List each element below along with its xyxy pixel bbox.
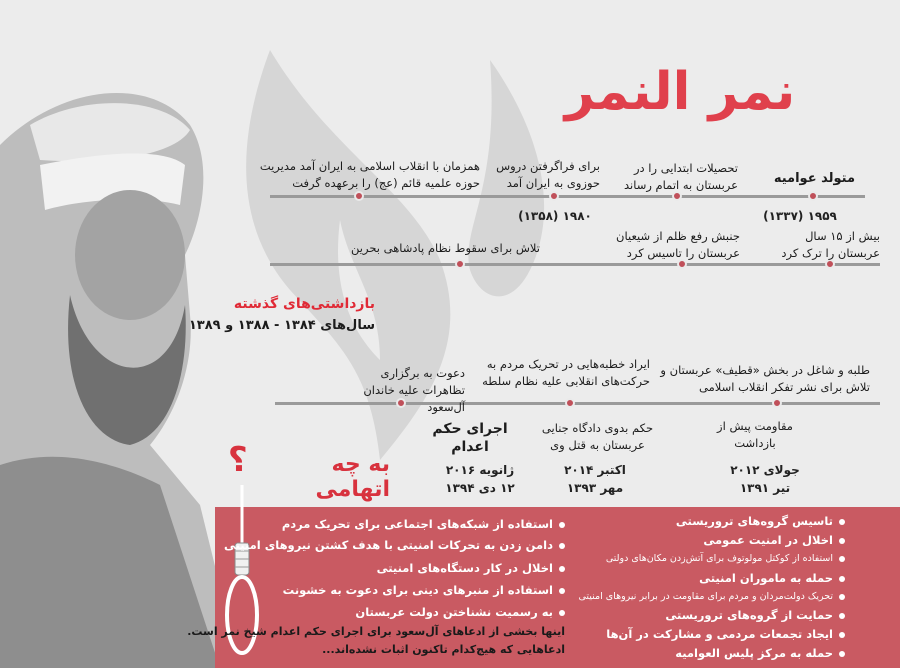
- event-execution: اجرای حکم اعدام: [432, 421, 508, 455]
- event-seminary-date: ۱۹۸۰ (۱۳۵۸): [518, 209, 592, 223]
- event-movement: جنبش رفع ظلم از شیعیان عربستان را تاسیس کرد: [616, 229, 740, 260]
- charge-item: حمله به مرکز پلیس العوامیه: [675, 646, 845, 660]
- footnote-line-2: ادعاهایی که هیچ‌کدام تاکنون اثبات نشده‌اند...: [322, 643, 565, 656]
- timeline-dot: [808, 191, 818, 201]
- charge-item: به رسمیت نشناختن دولت عربستان: [355, 605, 565, 619]
- timeline-dot: [565, 398, 575, 408]
- arrests-years: سال‌های ۱۳۸۴ - ۱۳۸۸ و ۱۳۸۹: [188, 318, 375, 333]
- timeline-dot: [549, 191, 559, 201]
- charge-item: ایجاد تجمعات مردمی و مشارکت در آن‌ها: [606, 627, 845, 641]
- charge-item: حمایت از گروه‌های تروریستی: [665, 608, 845, 622]
- event-resistance-date1: جولای ۲۰۱۲: [730, 463, 800, 477]
- page-title: نمر النمر: [564, 62, 796, 122]
- charge-item: دامن زدن به تحرکات امنیتی با هدف کشتن نیروهای امنیتی: [224, 538, 565, 552]
- arrests-title: بازداشتی‌های گذشته: [233, 296, 375, 312]
- event-verdict-date1: اکتبر ۲۰۱۴: [564, 463, 626, 477]
- event-execution-date1: ژانویه ۲۰۱۶: [445, 463, 515, 477]
- charge-item: اخلال در کار دستگاه‌های امنیتی: [377, 561, 565, 575]
- timeline-dot: [354, 191, 364, 201]
- charges-title: به چه اتهامی: [315, 452, 390, 502]
- charge-item: اخلال در امنیت عمومی: [703, 533, 845, 547]
- event-seminary: برای فراگرفتن دروس حوزوی به ایران آمد: [496, 159, 600, 190]
- event-sermons: ایراد خطبه‌هایی در تحریک مردم به حرکت‌های انقلابی علیه نظام سلطه: [482, 357, 650, 388]
- timeline-dot: [455, 259, 465, 269]
- event-verdict: حکم بدوی دادگاه جنایی عربستان به قتل وی: [541, 421, 654, 452]
- charge-item: استفاده از شبکه‌های اجتماعی برای تحریک مردم: [282, 517, 565, 531]
- charge-item: تحریک دولت‌مردان و مردم برای مقاومت در برابر نیروهای امنیتی: [578, 591, 845, 602]
- charge-item: تاسیس گروه‌های تروریستی: [676, 514, 845, 528]
- event-execution-date2: ۱۲ دی ۱۳۹۴: [445, 481, 515, 495]
- timeline-row-2: [270, 263, 880, 266]
- question-mark-icon: ?: [228, 440, 248, 480]
- event-birth: متولد عوامیه: [773, 171, 855, 186]
- event-qatif: طلبه و شاغل در بخش «قطیف» عربستان و تلاش برای نشر تفکر انقلاب اسلامی: [660, 363, 870, 394]
- noose-icon: [222, 485, 262, 665]
- event-revolution: همزمان با انقلاب اسلامی به ایران آمد مدیریت حوزه علمیه قائم (عج) را برعهده گرفت: [259, 159, 480, 190]
- event-bahrain: تلاش برای سقوط نظام پادشاهی بحرین: [351, 241, 540, 255]
- event-protests: دعوت به برگزاری تظاهرات علیه خاندان آل‌سعود: [363, 366, 465, 414]
- event-birth-date: ۱۹۵۹ (۱۳۳۷): [763, 209, 837, 223]
- event-resistance-date2: تیر ۱۳۹۱: [739, 481, 791, 495]
- event-verdict-date2: مهر ۱۳۹۳: [566, 481, 624, 495]
- charge-item: استفاده از منبرهای دینی برای دعوت به خشونت: [283, 583, 565, 597]
- timeline-dot: [772, 398, 782, 408]
- charge-item: حمله به ماموران امنیتی: [699, 571, 845, 585]
- charge-item: استفاده از کوکتل مولوتوف برای آتش‌زدن مکان‌های دولتی: [606, 553, 845, 564]
- event-primary-education: تحصیلات ابتدایی را در عربستان به اتمام رساند: [623, 161, 738, 192]
- event-resistance: مقاومت پیش از بازداشت: [717, 419, 793, 450]
- event-left-saudi: بیش از ۱۵ سال عربستان را ترک کرد: [781, 229, 880, 260]
- footnote-line-1: اینها بخشی از ادعاهای آل‌سعود برای اجرای حکم اعدام شیخ نمر است.: [187, 625, 565, 638]
